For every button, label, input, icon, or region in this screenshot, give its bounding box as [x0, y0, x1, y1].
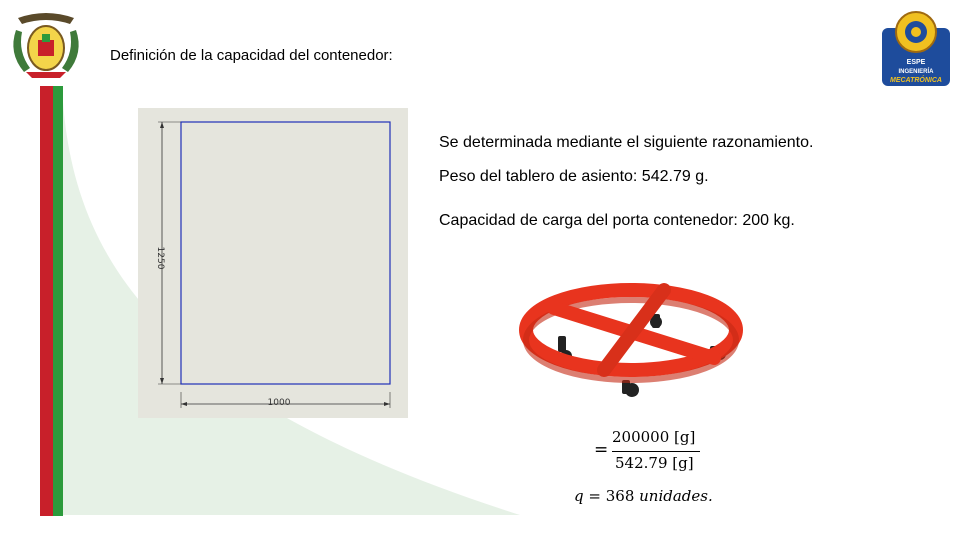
formula-result [574, 487, 713, 505]
height-dimension-label: 1250 [155, 246, 165, 270]
logo-line-espe: ESPE [906, 59, 926, 66]
width-dimension-label: 1000 [267, 398, 291, 408]
fraction-bar [612, 451, 700, 452]
espe-mecatronica-logo [880, 6, 952, 88]
result-value: = 368 [588, 487, 635, 505]
logo-line-ingenieria: INGENIERÍA [898, 69, 934, 75]
coat-of-arms-logo [8, 8, 84, 84]
dolly-image [514, 238, 748, 418]
formula-numerator: 200000 [g] [612, 428, 696, 446]
bullet-seat-weight: Peso del tablero de asiento: 542.79 g. [439, 168, 709, 185]
result-variable: q [574, 487, 584, 505]
technical-drawing [138, 108, 408, 418]
bullet-reasoning: Se determinada mediante el siguiente razonamiento. [439, 134, 814, 151]
formula-denominator: 542.79 [g] [615, 454, 694, 472]
logo-line-mecatronica: MECATRÓNICA [890, 77, 942, 84]
slide-title: Definición de la capacidad del contenedor: [110, 47, 393, 64]
bullet-load-capacity: Capacidad de carga del porta contenedor: 200 kg. [439, 212, 795, 229]
result-unit: unidades. [639, 487, 713, 505]
formula-equals: = [594, 440, 609, 460]
